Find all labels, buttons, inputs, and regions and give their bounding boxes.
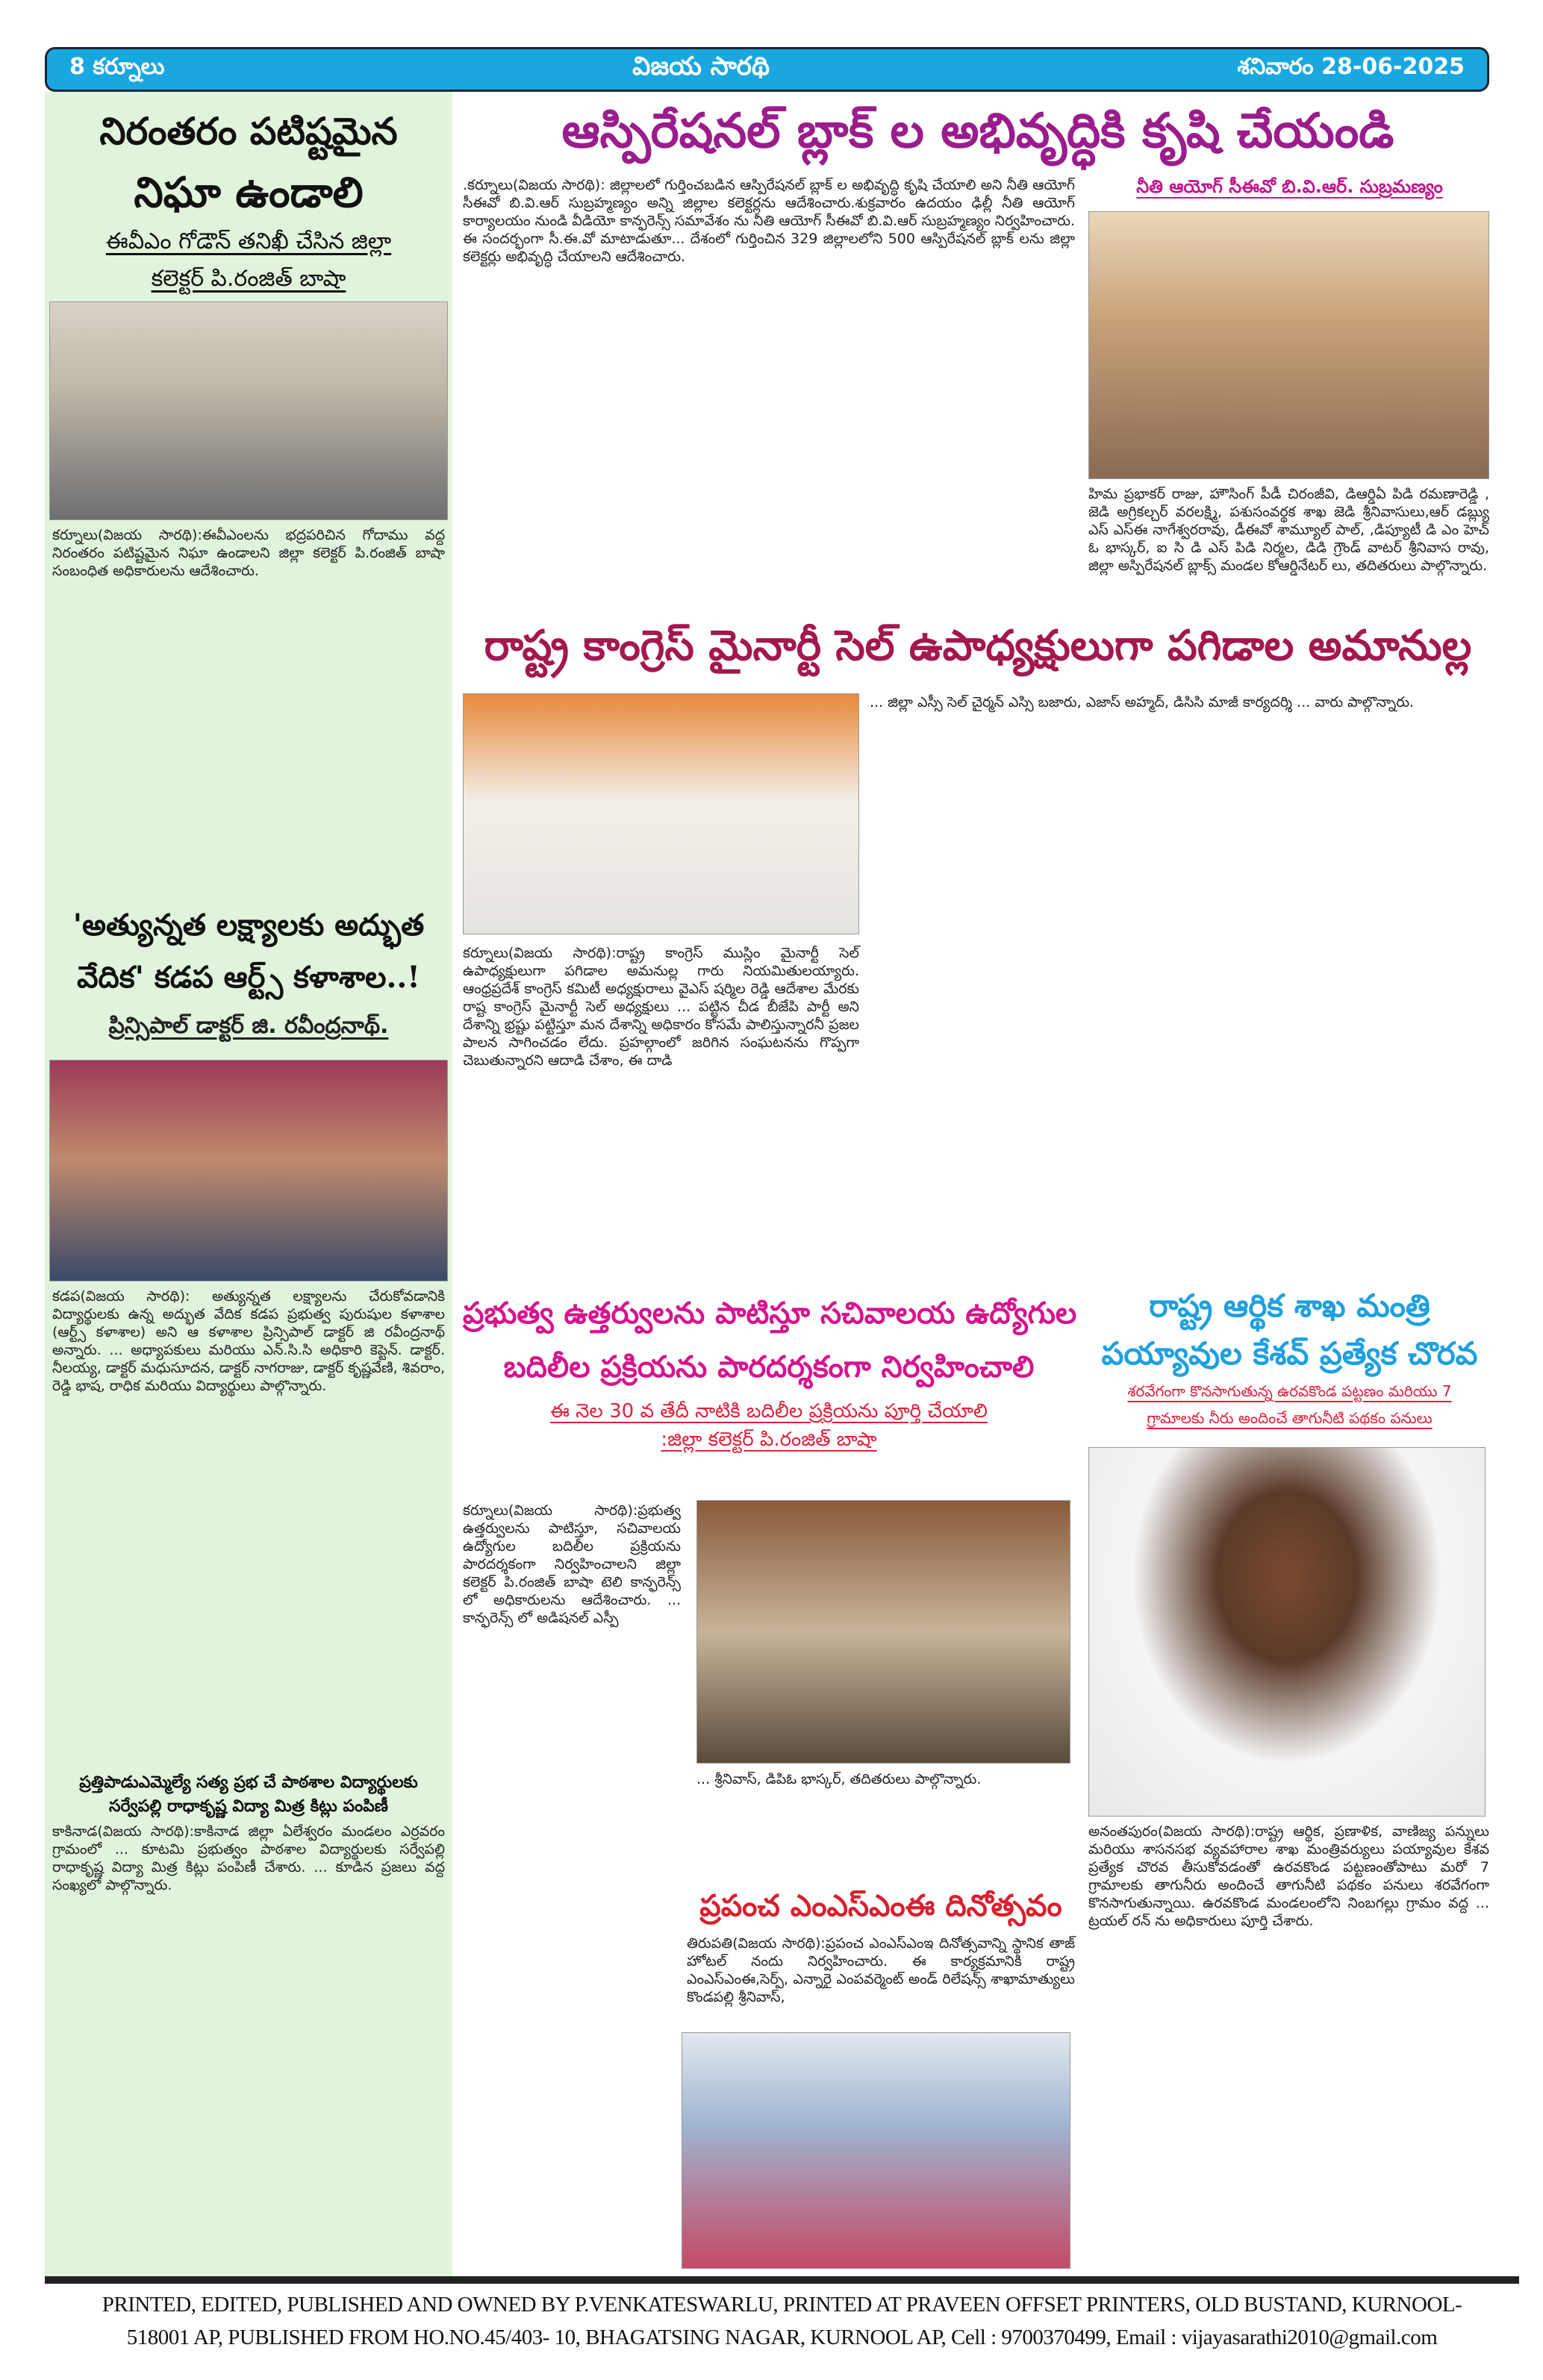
lead-body: .కర్నూలు(విజయ సారథి): జిల్లాలలో గుర్తించబడిన ఆస్పిరేషనల్ బ్లాక్ ల అభివృద్ధి కృషి చేయాలి అని నీతి ఆయోగ్ సీఈవో బి.వి.ఆర్ సుబ్రహ్మణ్యం అన్ని జిల్లాల కలెక్టర్లను ఆదేశించారు.శుక్రవారం ఉదయం ఢిల్లీ నీతి ఆయోగ్ కార్యాలయం నుండి వీడియో కాన్ఫరెన్స్ సమావేశం ను నీతి ఆయోగ్ సీఈవో బి.వి.ఆర్ సుబ్రహ్మణ్యం నిర్వహించారు. ఈ సందర్భంగా సీ.ఈ.వో మాటాడుతూ... దేశంలో గుర్తించిన 329 జిల్లాలలోని 500 ఆస్పిరేషనల్ బ్లాక్ లను జిల్లా కలెక్టర్లు అభివృద్ధి చేయాలని ఆదేశించారు. <box>463 177 1075 265</box>
page-label: 8 కర్నూలు <box>69 54 165 80</box>
evm-godown-photo <box>49 302 448 520</box>
lead-headline: ఆస్పిరేషనల్ బ్లాక్ ల అభివృద్ధికి కృషి చేయండి <box>561 104 1394 159</box>
subheadline: ఈవీఎం గోడౌన్ తనిఖీ చేసిన జిల్లా <box>105 228 392 254</box>
headline: ప్రత్తిపాడుఎమ్మెల్యే సత్య ప్రభ చే పాఠశాల విద్యార్థులకు <box>79 1772 418 1792</box>
minister-headline-block <box>1086 1282 1493 1431</box>
story-kits <box>52 1770 445 1818</box>
minister-portrait <box>1088 1447 1486 1817</box>
college-group-photo <box>49 1060 448 1281</box>
lead-subheadline: నీతి ఆయోగ్ సీఈవో బి.వి.ఆర్. సుబ్రమణ్యం <box>1136 176 1443 197</box>
article-body: కర్నూలు(విజయ సారథి):ఈవీఎంలను భద్రపరిచిన గోదాము వద్ద నిరంతరం పటిష్టమైన నిఘా ఉండాలని జిల్లా కలెక్టర్ పి.రంజిత్ బాషా సంబంధిత అధికారులను ఆదేశించారు. <box>52 527 445 579</box>
article-body: కాకినాడ(విజయ సారథి):కాకినాడ జిల్లా ఏలేశ్వరం మండలం ఎర్రవరం గ్రామంలో ... కూటమి ప్రభుత్వం పాఠశాల విద్యార్థులకు సర్వేపల్లి రాధాకృష్ణ విద్యా మిత్ర కిట్లు పంపిణీ చేశారు. ... కూడిన ప్రజలు వద్ద సంఖ్యలో పాల్గొన్నారు. <box>52 1823 445 1893</box>
headline: పయ్యావుల కేశవ్ ప్రత్యేక చొరవ <box>1101 1335 1478 1372</box>
subheadline: ప్రిన్సిపాల్ డాక్టర్ జి. రవీంద్రనాథ్. <box>108 1013 389 1039</box>
headline: నిరంతరం పటిష్టమైన <box>99 109 398 153</box>
headline: రాష్ట్ర ఆర్థిక శాఖ మంత్రి <box>1149 1287 1430 1324</box>
masthead-bar <box>45 47 1489 92</box>
headline: 'అత్యున్నత లక్ష్యాలకు అద్భుత <box>72 908 425 943</box>
footer-divider <box>45 2276 1519 2284</box>
transfers-caption: ... శ్రీనివాస్, డిపిఓ భాస్కర్, తదితరులు పాల్గొన్నారు. <box>696 1771 982 1787</box>
subheadline: కలెక్టర్ పి.రంజిత్ బాషా <box>151 266 346 292</box>
imprint-line: PRINTED, EDITED, PUBLISHED AND OWNED BY P.VENKATESWARLU, PRINTED AT PRAVEEN OFFSET PRINTERS, OLD BUSTAND, KURNOOL- <box>102 2293 1462 2317</box>
transfers-headline-block <box>463 1287 1075 1454</box>
subheadline: గ్రామాలకు నీరు అందించే తాగునీటి పథకం పనులు <box>1147 1409 1433 1427</box>
congress-body: కర్నూలు(విజయ సారథి):రాష్ట్ర కాంగ్రెస్ ముస్లిం మైనార్టీ సెల్ ఉపాధ్యక్షులుగా పగిడాల అమనుల్ల గారు నియమితులయ్యారు. ఆంధ్రప్రదేశ్ కాంగ్రెస్ కమిటీ అధ్యక్షురాలు వైఎస్ షర్మిల రెడ్డి ఆదేశాల మేరకు రాష్ట కాంగ్రెస్ మైనార్టీ సెల్ అధ్యక్షులు ... పట్టిన చీడ బీజేపి పార్టీ అని దేశాన్ని భ్రష్టు పట్టిస్తూ మన దేశాన్ని అధికారం కోసమే పాలిస్తున్నారనీ ప్రజల పాలన సాగించడం లేదు. ప్రహల్గాంలో జరిగిన సంఘటనను గొప్పగా చెబుతున్నారని ఆదాడి చేశాం, ఈ దాడి <box>463 945 859 1069</box>
congress-group-photo <box>463 693 859 934</box>
congress-body: ... జిల్లా ఎస్సీ సెల్ చైర్మన్ ఎస్సి బజారు, ఎజాస్ అహ్మద్, డిసిసి మాజీ కార్యదర్శి ... వారు పాల్గొన్నారు. <box>870 694 1415 710</box>
minister-body: అనంతపురం(విజయ సారథి):రాష్ట్ర ఆర్థిక, ప్రణాళిక, వాణిజ్య పన్నులు మరియు శాసనసభ వ్యవహారాల శాఖ మంత్రివర్యులు పయ్యావుల కేశవ ప్రత్యేక చొరవ తీసుకోవడంతో ఉరవకొండ పట్టణంతోపాటు మరో 7 గ్రామాలకు తాగునీరు అందించే తాగునీటి పథకం పనులు శరవేగంగా కొనసాగుతున్నాయి. ఉరవకొండ మండలంలోని నింబగల్లు గ్రామం వద్ద ... ట్రయల్ రన్ ను అధికారులు పూర్తి చేశారు. <box>1088 1823 1489 1929</box>
subheadline: :జిల్లా కలెక్టర్ పి.రంజిత్ బాషా <box>661 1428 877 1451</box>
video-conference-photo <box>1088 211 1489 479</box>
subheadline: ఈ నెల 30 వ తేదీ నాటికి బదిలీల ప్రక్రియను పూర్తి చేయాలి <box>550 1400 988 1422</box>
headline: బదిలీల ప్రక్రియను పారదర్శకంగా నిర్వహించాలి <box>503 1350 1035 1384</box>
msme-body: తిరుపతి(విజయ సారథి):ప్రపంచ ఎంఎస్ఎంఇ దినోత్సవాన్ని స్థానిక తాజ్ హోటల్ నందు నిర్వహించారు. ఈ కార్యక్రమానికి రాష్ట్ర ఎంఎస్ఎంఈ,సెర్ప్, ఎన్నారై ఎంపవర్మెంట్ అండ్ రిలేషన్స్ శాఖామాత్యులు కొండపల్లి శ్రీనివాస్, <box>687 1935 1075 2005</box>
congress-headline: రాష్ట్ర కాంగ్రెస్ మైనార్టీ సెల్ ఉపాధ్యక్షులుగా పగిడాల అమానుల్ల <box>484 622 1472 670</box>
msme-headline: ప్రపంచ ఎంఎస్ఎంఈ దినోత్సవం <box>699 1889 1062 1923</box>
headline: వేదిక' కడప ఆర్ట్స్ కళాశాల..! <box>77 960 420 995</box>
article-body: కడప(విజయ సారథి): అత్యున్నత లక్ష్యాలను చేరుకోవడానికి విద్యార్థులకు ఉన్న అద్భుత వేదిక కడప ప్రభుత్వ పురుషుల కళాశాల (ఆర్ట్స్ కళాశాల) అని ఆ కళాశాల ప్రిన్సిపాల్ డాక్టర్ జి రవీంద్రనాథ్ అన్నారు. ... అధ్యాపకులు మరియు ఎన్.సి.సి అధికారి కెప్టెన్. డాక్టర్. నీలయ్య, డాక్టర్ మధుసూదన, డాక్టర్ నాగరాజు, డాక్టర్ కృష్ణవేణి, శివరాం, రెడ్డి భాష, రాధిక మరియు విద్యార్థులు పాల్గొన్నారు. <box>52 1288 445 1394</box>
subheadline: శరవేగంగా కొనసాగుతున్న ఉరవకొండ పట్టణం మరియు 7 <box>1127 1382 1452 1400</box>
headline: సర్వేపల్లి రాధాకృష్ణ విద్యా మిత్ర కిట్లు పంపిణీ <box>109 1796 388 1816</box>
collector-desk-photo <box>696 1500 1070 1764</box>
msme-event-photo <box>682 2032 1070 2269</box>
lead-photo-caption: హిమ ప్రభాకర్ రాజు, హౌసింగ్ పీడీ చిరంజీవి, డిఆర్డిఏ పిడి రమణారెడ్డి , జెడి అగ్రికల్చర్ వరలక్ష్మి, పశుసంవర్థక శాఖ జెడి శ్రీనివాసులు,ఆర్ డబ్ల్యు ఎస్ ఎస్ఈ నాగేశ్వరరావు, డీఈవో శామ్యూల్ పాల్, ,డిప్యూటీ డి ఎం హెచ్ ఓ భాస్కర్, ఐ సి డి ఎస్ పిడి నిర్మల, డిడి గ్రౌండ్ వాటర్ శ్రీనివాస రావు, జిల్లా అస్పిరేషనల్ బ్లాక్స్ మండల కోఆర్డినేటర్ లు, తదితరులు పాల్గొన్నారు. <box>1088 486 1489 574</box>
issue-date: శనివారం 28-06-2025 <box>1237 54 1465 80</box>
story-evm <box>52 101 445 298</box>
headline: నిఘా ఉండాలి <box>134 168 364 217</box>
transfers-body: కర్నూలు(విజయ సారథి):ప్రభుత్వ ఉత్తర్వులను పాటిస్తూ, సచివాలయ ఉద్యోగుల బదిలీల ప్రక్రియను పారదర్శకంగా నిర్వహించాలని జిల్లా కలెక్టర్ పి.రంజిత్ బాషా టెలి కాన్ఫరెన్స్ లో అధికారులను ఆదేశించారు. ... కాన్ఫరెన్స్ లో అడిషనల్ ఎస్పీ <box>463 1502 681 1626</box>
headline: ప్రభుత్వ ఉత్తర్వులను పాటిస్తూ సచివాలయ ఉద్యోగుల <box>463 1296 1077 1331</box>
imprint-footer <box>45 2288 1519 2354</box>
masthead-title: విజయ సారథి <box>632 51 770 81</box>
story-arts-college <box>52 899 445 1049</box>
imprint-line: 518001 AP, PUBLISHED FROM HO.NO.45/403- 10, BHAGATSING NAGAR, KURNOOL AP, Cell : 9700370499, Email : vijayasarathi2010@gmail.com <box>126 2326 1438 2349</box>
